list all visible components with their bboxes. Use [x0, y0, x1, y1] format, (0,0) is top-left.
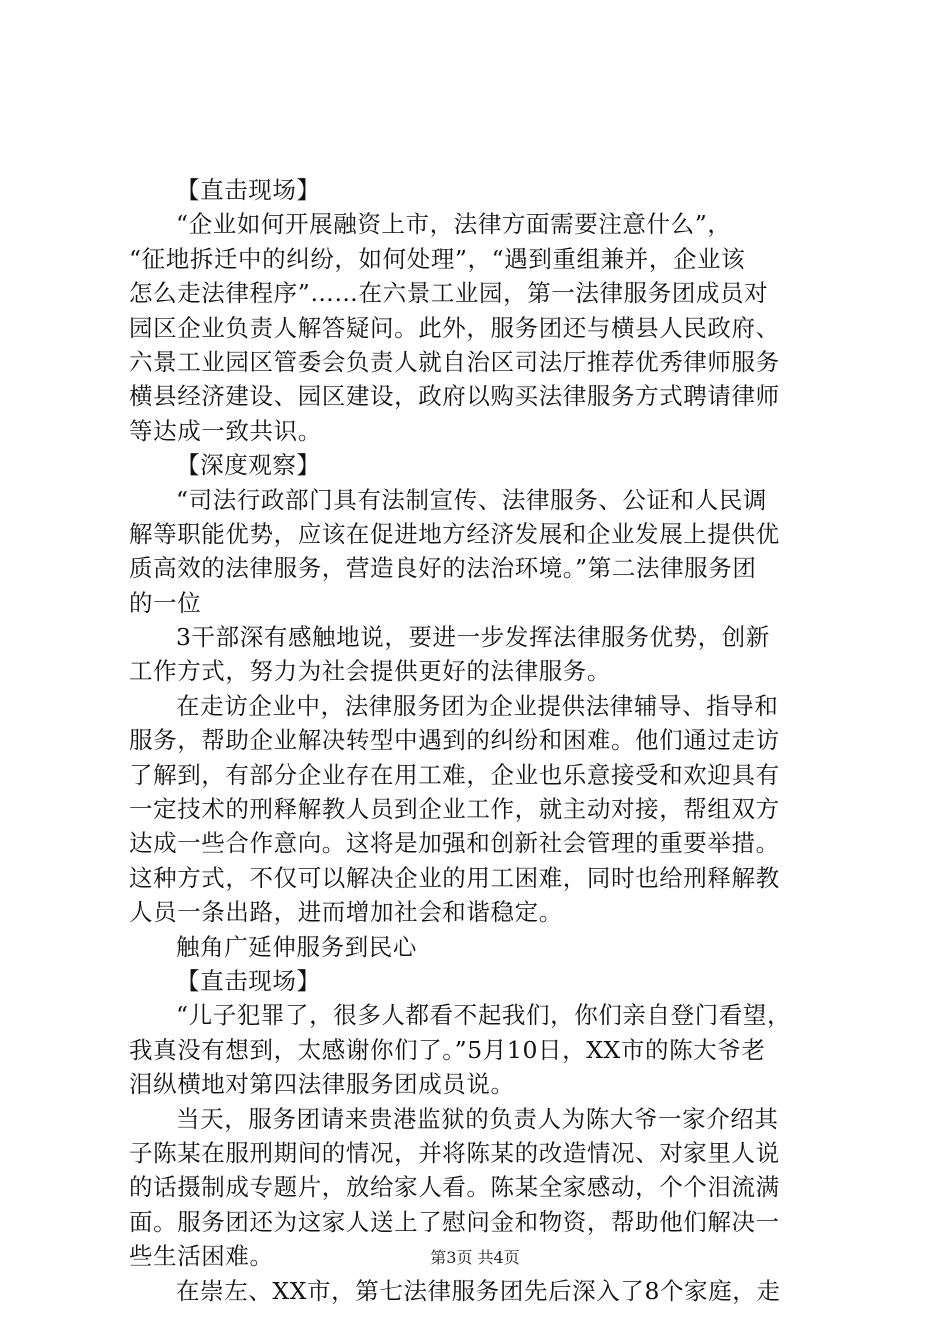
text-line: 了解到，有部分企业存在用工难，企业也乐意接受和欢迎具有: [129, 760, 780, 789]
text-line: 些生活困难。: [129, 1242, 274, 1271]
text-line: 工作方式，努力为社会提供更好的法律服务。: [129, 657, 611, 686]
text-line: 子陈某在服刑期间的情况，并将陈某的改造情况、对家里人说: [129, 1138, 780, 1167]
text-line: 人员一条出路，进而增加社会和谐稳定。: [129, 898, 563, 927]
text-line: 我真没有想到，太感谢你们了。”5月10日，XX市的陈大爷老: [129, 1035, 766, 1064]
text-line: “企业如何开展融资上市，法律方面需要注意什么”，: [176, 210, 732, 239]
text-line: 服务，帮助企业解决转型中遇到的纠纷和困难。他们通过走访: [129, 726, 780, 755]
text-line: 等达成一致共识。: [129, 416, 322, 445]
text-line: “征地拆迁中的纠纷，如何处理”，“遇到重组兼并，企业该: [129, 244, 746, 273]
text-line: 当天，服务团请来贵港监狱的负责人为陈大爷一家介绍其: [176, 1104, 779, 1133]
text-line: 面。服务团还为这家人送上了慰问金和物资，帮助他们解决一: [129, 1207, 780, 1236]
text-line: 在崇左、XX市，第七法律服务团先后深入了8个家庭，走: [176, 1276, 781, 1305]
text-line: 六景工业园区管委会负责人就自治区司法厅推荐优秀律师服务: [129, 347, 780, 376]
text-line: 园区企业负责人解答疑问。此外，服务团还与横县人民政府、: [129, 313, 780, 342]
text-line: 质高效的法律服务，营造良好的法治环境。”第二法律服务团: [129, 554, 757, 583]
text-line: 怎么走法律程序”……在六景工业园，第一法律服务团成员对: [129, 279, 769, 308]
text-line: 【直击现场】: [176, 176, 321, 204]
text-line: 一定技术的刑释解教人员到企业工作，就主动对接，帮组双方: [129, 795, 780, 824]
text-line: 这种方式，不仅可以解决企业的用工困难，同时也给刑释解教: [129, 863, 780, 892]
text-line: 达成一些合作意向。这将是加强和创新社会管理的重要举措。: [129, 829, 780, 858]
text-line: 3干部深有感触地说，要进一步发挥法律服务优势，创新: [176, 623, 770, 652]
text-line: 的话摄制成专题片，放给家人看。陈某全家感动，个个泪流满: [129, 1173, 780, 1202]
document-body: [129, 173, 829, 1308]
page-footer: 第3页 共4页: [430, 1248, 520, 1267]
text-line: 泪纵横地对第四法律服务团成员说。: [129, 1070, 515, 1099]
text-line: 解等职能优势，应该在促进地方经济发展和企业发展上提供优: [129, 519, 780, 548]
text-line: 【直击现场】: [176, 966, 321, 995]
text-line: 横县经济建设、园区建设，政府以购买法律服务方式聘请律师: [129, 382, 780, 411]
text-line: 【深度观察】: [176, 451, 321, 480]
text-line: 的一位: [129, 588, 202, 617]
text-line: 在走访企业中，法律服务团为企业提供法律辅导、指导和: [176, 691, 779, 720]
text-line: “儿子犯罪了，很多人都看不起我们，你们亲自登门看望，: [176, 1001, 792, 1030]
text-line: “司法行政部门具有法制宣传、法律服务、公证和人民调: [176, 485, 768, 514]
text-line: 触角广延伸服务到民心: [176, 932, 417, 961]
